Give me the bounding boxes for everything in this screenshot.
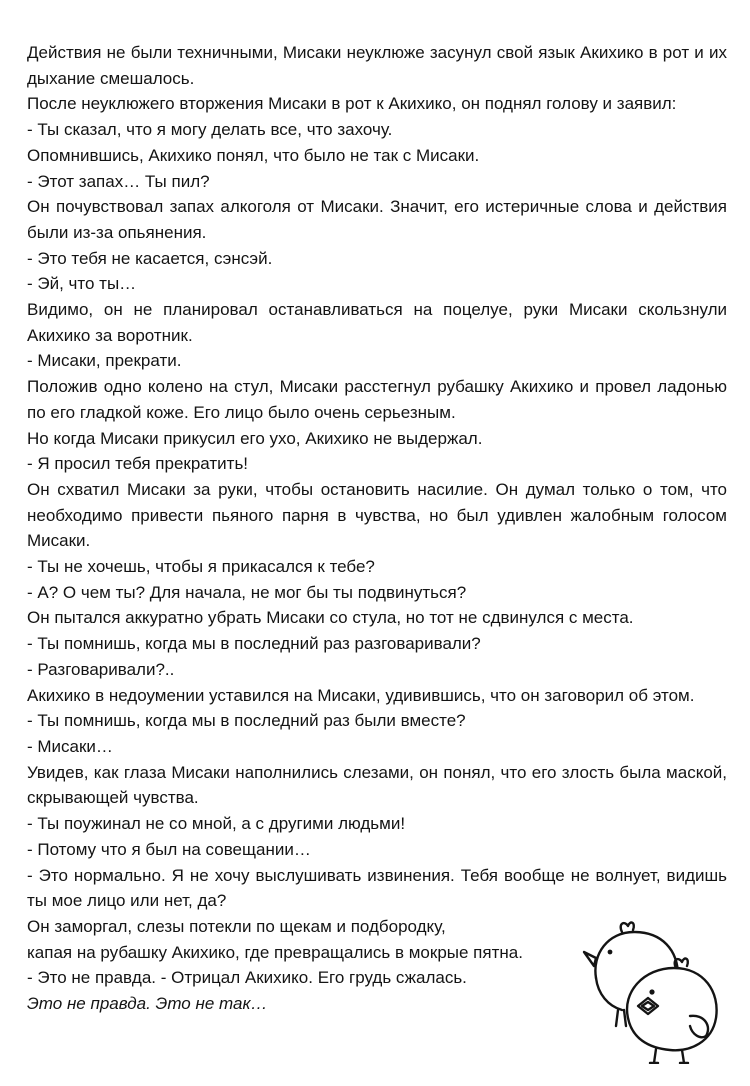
paragraph: Видимо, он не планировал останавливаться на поцелуе, руки Мисаки скользнули Акихико за воротник. — [27, 300, 727, 345]
paragraph: Опомнившись, Акихико понял, что было не так с Мисаки. — [27, 145, 480, 165]
paragraph: - Ты сказал, что я могу делать все, что захочу. — [27, 120, 393, 140]
paragraph: Он пытался аккуратно убрать Мисаки со стула, но тот не сдвинулся с места. — [27, 608, 634, 628]
document-page — [27, 40, 727, 1017]
front-chick — [627, 959, 717, 1063]
paragraph: капая на рубашку Акихико, где превращались в мокрые пятна. — [27, 942, 523, 962]
paragraph: - Мисаки, прекрати. — [27, 351, 182, 371]
paragraph: Положив одно колено на стул, Мисаки расстегнул рубашку Акихико и провел ладонью по его гладкой коже. Его лицо было очень серьезным. — [27, 377, 727, 422]
closing-italic-line: Это не правда. Это не так… — [27, 994, 268, 1014]
paragraph: После неуклюжего вторжения Мисаки в рот к Акихико, он поднял голову и заявил: — [27, 94, 677, 114]
paragraph: Увидев, как глаза Мисаки наполнились слезами, он понял, что его злость была маской, скрывающей чувства. — [27, 762, 727, 808]
paragraph: - Ты поужинал не со мной, а с другими людьми! — [27, 814, 406, 834]
paragraph: - Разговаривали?.. — [27, 659, 175, 679]
paragraph: - Эй, что ты… — [27, 274, 137, 294]
paragraph: - А? О чем ты? Для начала, не мог бы ты подвинуться? — [27, 582, 467, 602]
paragraph: - Ты помнишь, когда мы в последний раз были вместе? — [27, 711, 466, 731]
paragraph: Но когда Мисаки прикусил его ухо, Акихико не выдержал. — [27, 428, 483, 448]
paragraph: Акихико в недоумении уставился на Мисаки, удивившись, что он заговорил об этом. — [27, 685, 695, 705]
paragraph: - Ты не хочешь, чтобы я прикасался к тебе? — [27, 557, 375, 577]
paragraph: - Это тебя не касается, сэнсэй. — [27, 248, 273, 268]
paragraph: - Я просил тебя прекратить! — [27, 454, 249, 474]
two-chicks-illustration-icon — [578, 918, 728, 1064]
paragraph: - Потому что я был на совещании… — [27, 839, 311, 859]
paragraph: - Этот запах… Ты пил? — [27, 171, 210, 191]
paragraph: - Это нормально. Я не хочу выслушивать извинения. Тебя вообще не волнует, видишь ты мое лицо или нет, да? — [27, 865, 727, 911]
paragraph: - Это не правда. - Отрицал Акихико. Его грудь сжалась. — [27, 968, 467, 988]
paragraph: Он схватил Мисаки за руки, чтобы остановить насилие. Он думал только о том, что необходимо привести пьяного парня в чувства, но был удивлен жалобным голосом Мисаки. — [27, 479, 727, 551]
paragraph: Он почувствовал запах алкоголя от Мисаки. Значит, его истеричные слова и действия были из-за опьянения. — [27, 197, 727, 242]
paragraph: - Мисаки… — [27, 736, 113, 756]
paragraph: Он заморгал, слезы потекли по щекам и подбородку, — [27, 916, 446, 936]
paragraph: Действия не были техничными, Мисаки неуклюже засунул свой язык Акихико в рот и их дыхание смешалось. — [27, 43, 727, 88]
paragraph: - Ты помнишь, когда мы в последний раз разговаривали? — [27, 634, 481, 654]
